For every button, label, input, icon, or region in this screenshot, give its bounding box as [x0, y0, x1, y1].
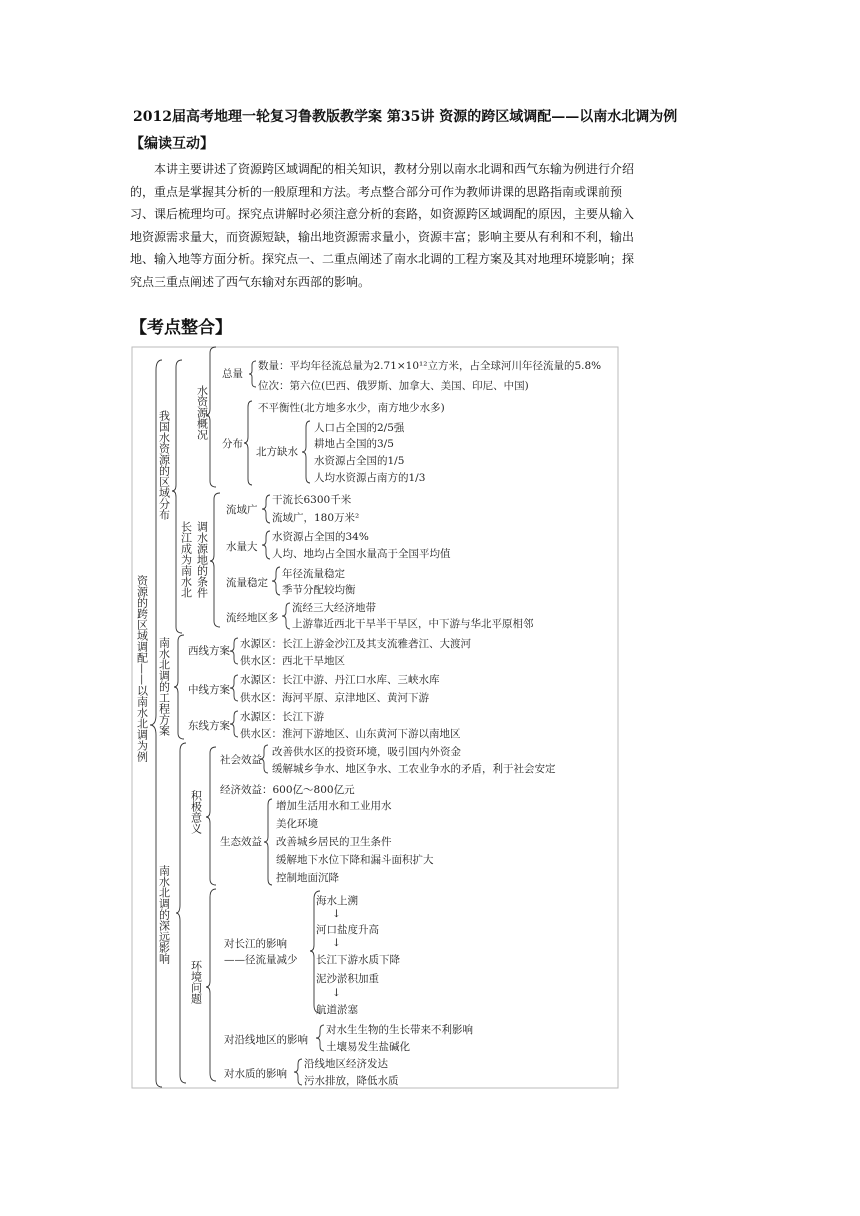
- basin1: 干流长6300千米: [272, 494, 352, 506]
- positive-label: 积极意义: [189, 790, 203, 834]
- economic: 经济效益：600亿～800亿元: [220, 784, 355, 796]
- water1: 水资源占全国的34%: [272, 531, 369, 543]
- env-label: 环境问题: [189, 960, 203, 1004]
- social1: 改善供水区的投资环境，吸引国内外资金: [272, 746, 461, 758]
- north-short-label: 北方缺水: [256, 446, 298, 458]
- along1: 对水生生物的生长带来不利影响: [326, 1024, 473, 1036]
- branch2-label: 南水北调的工程方案: [157, 637, 171, 736]
- ns1: 人口占全国的2/5强: [314, 422, 405, 434]
- west2: 供水区：西北干旱地区: [240, 655, 345, 667]
- along-brace: [316, 1025, 324, 1051]
- middle-brace: [230, 675, 238, 701]
- east-label: 东线方案: [188, 720, 230, 732]
- east-brace: [230, 711, 238, 737]
- arrow-3: ↓: [332, 987, 341, 999]
- eco-brace: [264, 799, 272, 885]
- regions2: 上游靠近西北干旱半干旱区，中下游与华北平原相邻: [292, 618, 534, 630]
- branch2-brace: [174, 635, 184, 739]
- social-brace: [260, 745, 268, 773]
- quality-brace: [294, 1059, 302, 1085]
- middle-label: 中线方案: [188, 684, 230, 696]
- eco4: 缓解地下水位下降和漏斗面积扩大: [276, 854, 434, 866]
- middle1: 水源区：长江中游、丹江口水库、三峡水库: [240, 674, 440, 686]
- stable2: 季节分配较均衡: [282, 584, 356, 596]
- west-brace: [230, 638, 238, 664]
- ns2: 耕地占全国的3/5: [314, 438, 394, 450]
- water2: 人均、地均占全国水量高于全国平均值: [272, 548, 451, 560]
- env-brace: [206, 889, 216, 1081]
- ns3: 水资源占全国的1/5: [314, 455, 405, 467]
- north-short-brace: [302, 421, 310, 483]
- east1: 水源区：长江下游: [240, 711, 324, 723]
- quality1: 沿线地区经济发达: [304, 1058, 388, 1070]
- along2: 土壤易发生盐碱化: [326, 1041, 410, 1053]
- along-label: 对沿线地区的影响: [224, 1034, 308, 1046]
- total-brace: [249, 361, 256, 387]
- regions1: 流经三大经济地带: [292, 602, 376, 614]
- water-brace: [262, 531, 270, 559]
- basin-brace: [262, 495, 270, 523]
- regions-label: 流经地区多: [226, 612, 279, 624]
- west1: 水源区：长江上游金沙江及其支流雅砻江、大渡河: [240, 638, 471, 650]
- y2: 河口盐度升高: [316, 924, 379, 936]
- y3: 长江下游水质下降: [316, 954, 400, 966]
- b1-1-label: 水资源概况: [195, 385, 209, 440]
- distribution-label: 分布: [222, 438, 243, 450]
- distribution-brace: [244, 401, 252, 485]
- total-rank: 位次：第六位(巴西、俄罗斯、加拿大、美国、印尼、中国): [258, 380, 529, 392]
- b1-2-label-b: 调水源地的条件: [195, 521, 209, 598]
- stable1: 年径流量稳定: [282, 568, 345, 580]
- regions-brace: [282, 603, 290, 629]
- yangtze-brace: [310, 891, 320, 1013]
- arrow-1: ↓: [332, 908, 341, 920]
- intro-paragraph: [130, 158, 640, 293]
- section-heading-points: 【考点整合】: [130, 318, 232, 338]
- middle2: 供水区：海河平原、京津地区、黄河下游: [240, 692, 429, 704]
- eco2: 美化环境: [276, 818, 318, 830]
- b1-2-label-a: 长江成为南水北: [179, 521, 193, 598]
- imbalance: 不平衡性(北方地多水少，南方地少水多): [258, 402, 445, 414]
- y4: 泥沙淤积加重: [316, 973, 379, 985]
- branch1-label: 我国水资源的区域分布: [157, 410, 171, 520]
- document-title: 2012届高考地理一轮复习鲁教版教学案 第35讲 资源的跨区域调配——以南水北调为例: [133, 109, 678, 125]
- root-label: 资源的跨区域调配——以南水北调为例: [135, 575, 149, 762]
- water-label: 水量大: [226, 541, 258, 553]
- section-heading-editing: 【编读互动】: [130, 136, 214, 152]
- eco5: 控制地面沉降: [276, 872, 339, 884]
- intro-text: 本讲主要讲述了资源跨区域调配的相关知识，教材分别以南水北调和西气东输为例进行介绍的，重点是掌握其分析的一般原理和方法。考点整合部分可作为教师讲课的思路指南或课前预习、课后梳理均可。探究点讲解时必须注意分析的套路，如资源跨区域调配的原因，主要从输入地资源需求量大，而资源短缺，输出地资源需求量小，资源丰富；影响主要从有利和不利，输出地、输入地等方面分析。探究点一、二重点阐述了南水北调的工程方案及其对地理环境影响；探究点三重点阐述了西气东输对东西部的影响。: [130, 162, 635, 289]
- y5: 航道淤塞: [316, 1004, 358, 1016]
- positive-brace: [206, 747, 216, 885]
- arrow-2: ↓: [332, 937, 341, 949]
- eco1: 增加生活用水和工业用水: [276, 800, 392, 812]
- ns4: 人均水资源占南方的1/3: [314, 472, 426, 484]
- eco-label: 生态效益: [220, 836, 262, 848]
- stable-label: 流量稳定: [226, 577, 268, 589]
- branch3-label: 南水北调的深远影响: [157, 865, 171, 964]
- y1: 海水上溯: [316, 895, 358, 907]
- social2: 缓解城乡争水、地区争水、工农业争水的矛盾，利于社会安定: [272, 763, 556, 775]
- concept-map: [130, 345, 620, 1090]
- quality-label: 对水质的影响: [224, 1068, 287, 1080]
- total-qty: 数量：平均年径流总量为2.71×10¹²立方米，占全球河川年径流量的5.8%: [258, 360, 602, 372]
- west-label: 西线方案: [188, 645, 230, 657]
- b1-2-brace: [210, 493, 220, 627]
- yangtze-sub: ——径流量减少: [224, 954, 298, 966]
- stable-brace: [272, 567, 280, 595]
- quality2: 污水排放，降低水质: [304, 1075, 399, 1087]
- basin-label: 流域广: [226, 504, 258, 516]
- basin2: 流域广，180万米²: [272, 512, 360, 524]
- social-label: 社会效益: [220, 754, 262, 766]
- total-label: 总量: [222, 368, 243, 380]
- east2: 供水区：淮河下游地区、山东黄河下游以南地区: [240, 728, 461, 740]
- yangtze-label: 对长江的影响: [224, 938, 287, 950]
- eco3: 改善城乡居民的卫生条件: [276, 836, 392, 848]
- branch3-brace: [176, 743, 186, 1083]
